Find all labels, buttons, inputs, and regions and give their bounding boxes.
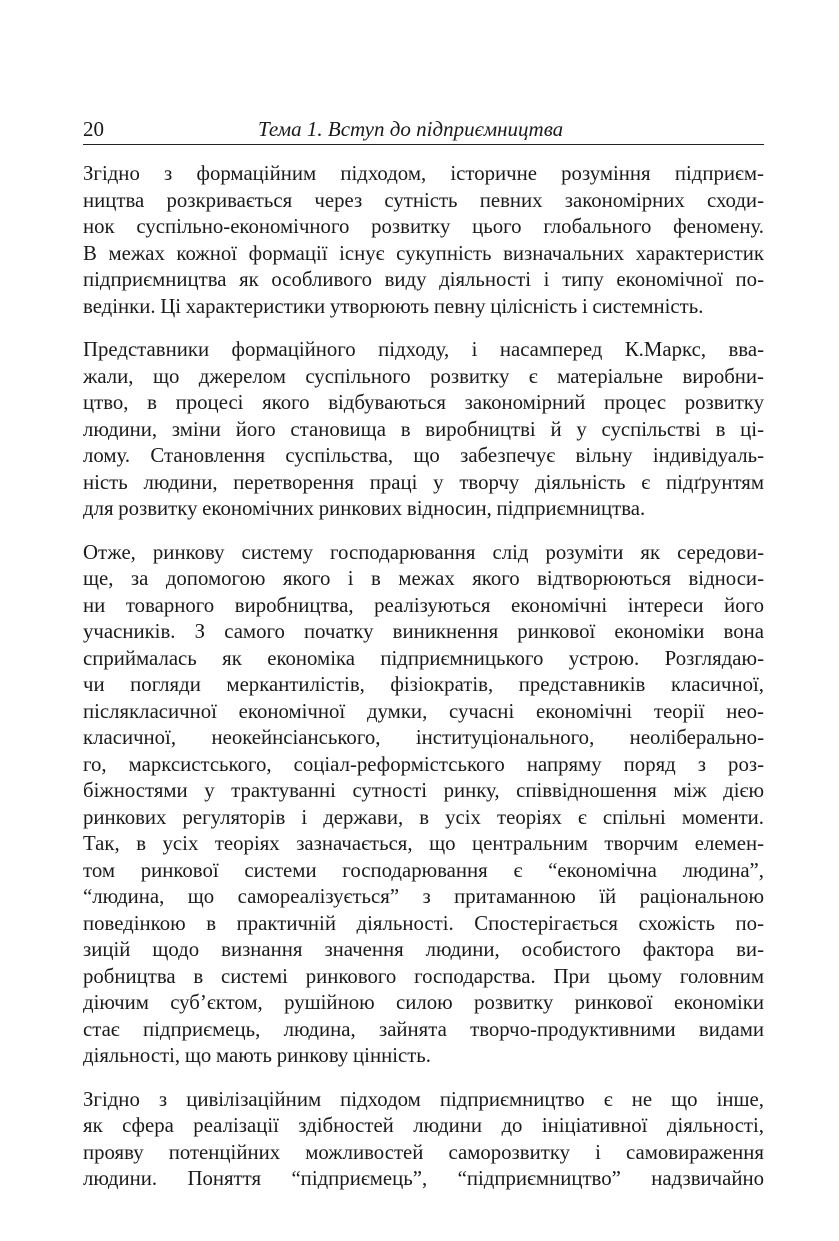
text-line: як сфера реалізації здібностей людини до ініціативної діяльності, — [83, 1114, 764, 1137]
text-line: ництва розкривається через сутність певних закономірних сходи- — [83, 188, 764, 212]
text-line: прояву потенційних можливостей саморозвитку і самовираження — [83, 1140, 764, 1164]
text-line: ведінки. Ці характеристики утворюють певну цілісність і системність. — [83, 294, 704, 318]
text-line: го, марксистського, соціал-реформістського напряму поряд з роз- — [83, 752, 764, 776]
text-line: ність людини, перетворення праці у творчу діяльність є підґрунтям — [83, 470, 764, 494]
text-line: учасників. З самого початку виникнення ринкової економіки вона — [83, 620, 764, 643]
text-line: ще, за допомогою якого і в межах якого відтворюються відноси- — [83, 567, 764, 590]
text-line: робництва в системі ринкового господарства. При цьому головним — [83, 964, 764, 988]
text-line: цтво, в процесі якого відбуваються закономірний процес розвитку — [83, 391, 764, 414]
text-line: нок суспільно-економічного розвитку цього глобального феномену. — [83, 215, 764, 238]
text-line: стає підприємець, людина, зайнята творчо-продуктивними видами — [83, 1017, 764, 1041]
text-line: Отже, ринкову систему господарювання слід розуміти як середови- — [83, 540, 764, 564]
text-line: ринкових регуляторів і держави, в усіх теоріях є спільні моменти. — [83, 805, 764, 829]
text-line: Так, в усіх теоріях зазначається, що центральним творчим елемен- — [83, 832, 764, 855]
text-line: людини. Поняття “підприємець”, “підприємництво” надзвичайно — [83, 1167, 764, 1190]
text-line: Згідно з формаційним підходом, історичне розуміння підприєм- — [83, 162, 764, 185]
text-line: ни товарного виробництва, реалізуються економічні інтереси його — [83, 593, 764, 617]
paragraph-4 — [83, 1087, 764, 1193]
text-line: для розвитку економічних ринкових відносин, підприємництва. — [83, 497, 646, 520]
text-line: діяльності, що мають ринкову цінність. — [83, 1044, 431, 1067]
running-header — [83, 112, 764, 145]
text-line: діючим суб’єктом, рушійною силою розвитку ринкової економіки — [83, 991, 764, 1014]
book-page — [83, 112, 764, 1210]
text-line: “людина, що самореалізується” з притаманною їй раціональною — [83, 885, 764, 908]
chapter-title: Тема 1. Вступ до підприємництва — [258, 117, 564, 141]
text-line: Представники формаційного підходу, і насамперед К.Маркс, вва- — [83, 338, 764, 361]
text-line: лому. Становлення суспільства, що забезпечує вільну індивідуаль- — [83, 444, 764, 467]
text-line: зицій щодо визнання значення людини, особистого фактора ви- — [83, 938, 764, 961]
text-line: класичної, неокейнсіанського, інституціонального, неоліберально- — [83, 726, 764, 749]
paragraph-1 — [83, 161, 764, 320]
text-line: жали, що джерелом суспільного розвитку є матеріальне виробни- — [83, 364, 764, 388]
text-line: поведінкою в практичній діяльності. Спостерігається схожість по- — [83, 911, 764, 935]
text-line: В межах кожної формації існує сукупність визначальних характеристик — [83, 241, 764, 265]
text-line: Згідно з цивілізаційним підходом підприємництво є не що інше, — [83, 1087, 764, 1111]
page-number: 20 — [83, 117, 104, 141]
text-line: підприємництва як особливого виду діяльності і типу економічної по- — [83, 268, 764, 291]
paragraph-3 — [83, 540, 764, 1070]
text-line: чи погляди меркантилістів, фізіократів, представників класичної, — [83, 673, 764, 696]
text-line: біжностями у трактуванні сутності ринку, співвідношення між дією — [83, 779, 764, 802]
paragraph-2 — [83, 337, 764, 523]
text-line: сприймалась як економіка підприємницького устрою. Розглядаю- — [83, 646, 764, 670]
body-text — [83, 161, 764, 1193]
text-line: людини, зміни його становища в виробництві й у суспільстві в ці- — [83, 417, 764, 441]
text-line: післякласичної економічної думки, сучасні економічні теорії нео- — [83, 699, 764, 723]
text-line: том ринкової системи господарювання є “економічна людина”, — [83, 858, 764, 882]
